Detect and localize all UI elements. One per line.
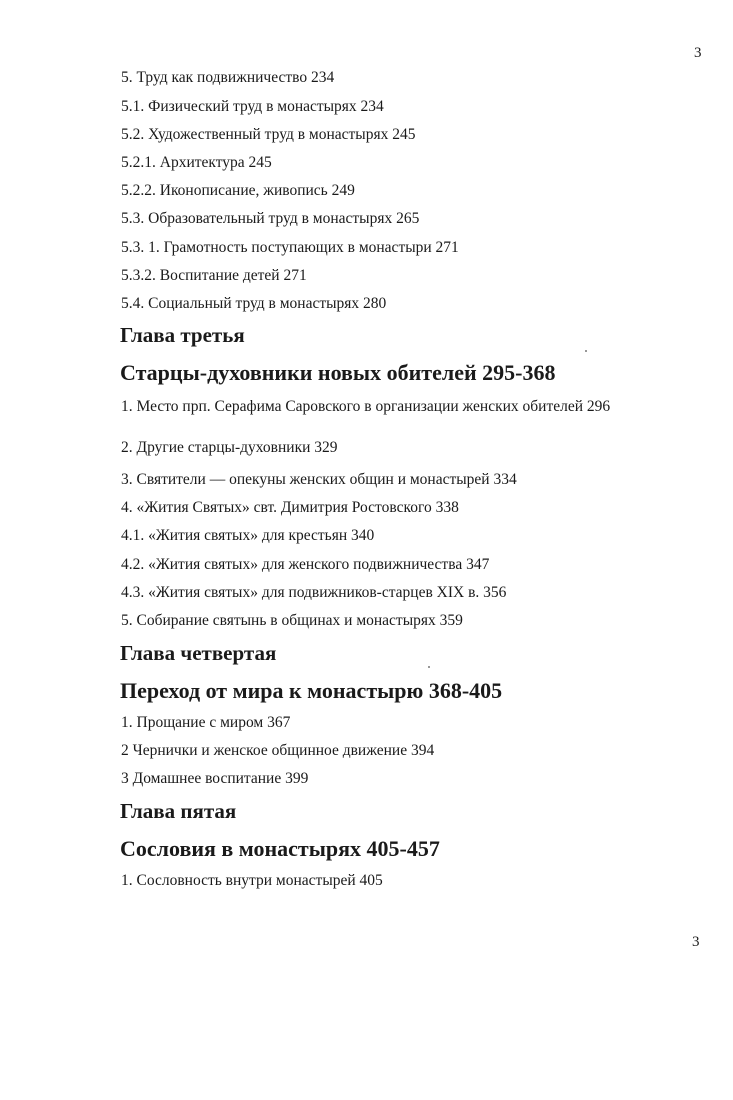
toc-entry: 5. Собирание святынь в общинах и монастырях 359 (121, 612, 463, 629)
chapter-title: Переход от мира к монастырю 368-405 (120, 678, 503, 703)
toc-entry: 1. Место прп. Серафима Саровского в организации женских обителей 296 (121, 398, 611, 415)
toc-entry: 5.4. Социальный труд в монастырях 280 (121, 295, 387, 312)
toc-entry: 5.3. Образовательный труд в монастырях 265 (121, 210, 420, 227)
toc-entry: 4.2. «Жития святых» для женского подвижничества 347 (121, 556, 490, 573)
toc-entry: 5. Труд как подвижничество 234 (121, 69, 335, 86)
toc-entry: 1. Прощание с миром 367 (121, 714, 291, 731)
chapter-label: Глава пятая (120, 799, 237, 823)
page-number-top: 3 (694, 45, 702, 61)
toc-entry: 3. Святители — опекуны женских общин и монастырей 334 (121, 471, 517, 488)
scan-speck (585, 350, 587, 352)
toc-entry: 4. «Жития Святых» свт. Димитрия Ростовского 338 (121, 499, 459, 516)
toc-entry: 5.2.1. Архитектура 245 (121, 154, 272, 171)
toc-entry: 3 Домашнее воспитание 399 (121, 770, 309, 787)
toc-entry: 5.3. 1. Грамотность поступающих в монастыри 271 (121, 239, 459, 256)
chapter-label: Глава третья (120, 323, 245, 347)
toc-entry: 2 Чернички и женское общинное движение 394 (121, 742, 435, 759)
page-number-bottom: 3 (692, 934, 700, 950)
chapter-title: Старцы-духовники новых обителей 295-368 (120, 360, 556, 385)
toc-entry: 5.1. Физический труд в монастырях 234 (121, 98, 384, 115)
toc-entry: 1. Сословность внутри монастырей 405 (121, 872, 383, 889)
chapter-label: Глава четвертая (120, 641, 277, 665)
scan-speck (428, 666, 430, 668)
toc-entry: 5.3.2. Воспитание детей 271 (121, 267, 307, 284)
chapter-title: Сословия в монастырях 405-457 (120, 836, 440, 861)
toc-entry: 4.3. «Жития святых» для подвижников-старцев XIX в. 356 (121, 584, 507, 601)
toc-entry: 4.1. «Жития святых» для крестьян 340 (121, 527, 375, 544)
toc-entry: 5.2.2. Иконописание, живопись 249 (121, 182, 355, 199)
toc-entry: 2. Другие старцы-духовники 329 (121, 439, 338, 456)
toc-entry: 5.2. Художественный труд в монастырях 245 (121, 126, 416, 143)
